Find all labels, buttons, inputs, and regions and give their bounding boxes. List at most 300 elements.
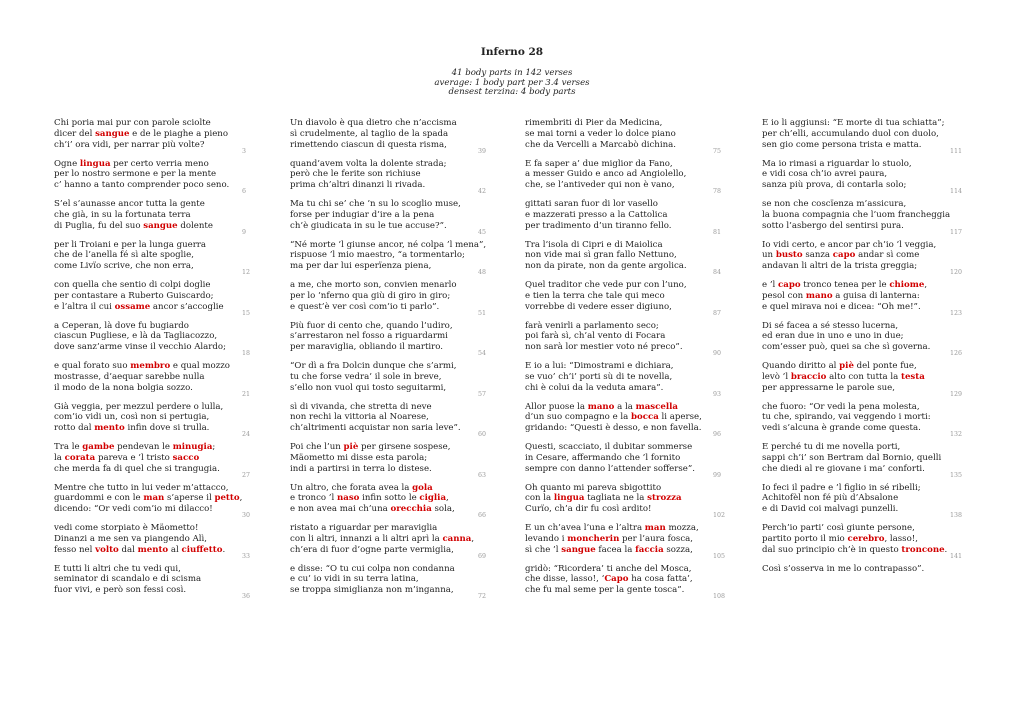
verse-text: e di David coi malvagi punzelli. (762, 504, 899, 515)
verse-text: vedi s’alcuna è grande come questa. (762, 423, 921, 434)
verse-text: per appressarne le parole sue, (762, 382, 895, 393)
body-part-highlight: corata (64, 452, 96, 463)
verse-line (54, 545, 249, 556)
verse-text: facea la (595, 544, 636, 555)
verse-number: 21 (242, 390, 251, 398)
verse-line (54, 483, 249, 494)
verse-text: Già veggia, per mezzul perdere o lulla, (54, 401, 224, 412)
verse-text: s’arrestaron nel fosso a riguardarmi (290, 331, 448, 342)
verse-text: infin sotto le (359, 493, 420, 504)
verse-number: 120 (950, 269, 963, 276)
verse-text: che fuoro: “Or vedi la pena molesta, (762, 401, 920, 412)
body-part-highlight: busto (775, 250, 803, 261)
verse-text: e de le piaghe a pieno (129, 128, 229, 139)
verse-text: non rechi la vittoria al Noarese, (290, 412, 429, 423)
verse-line (54, 169, 249, 180)
verse-line (762, 129, 957, 140)
verse-line (525, 280, 720, 291)
verse-line (290, 291, 485, 302)
verse-number: 36 (242, 593, 251, 600)
verse-line (290, 483, 485, 494)
verse-text: dal suo principio ch’è in questo (762, 544, 902, 555)
verse-number: 66 (478, 512, 487, 519)
column-3 (525, 118, 726, 604)
verse-text: E io a lui: “Dimostrami e dichiara, (525, 361, 674, 371)
verse-line (525, 321, 720, 332)
verse-line (290, 412, 485, 423)
verse-text: per certo verria meno (110, 158, 209, 169)
verse-number: 135 (950, 471, 963, 479)
verse-text: per tradimento d’un tiranno fello. (525, 220, 672, 231)
terzina (525, 280, 720, 321)
verse-line (54, 453, 249, 464)
verse-line (290, 159, 485, 170)
verse-line (54, 240, 249, 251)
verse-text: levò ’l (762, 371, 791, 382)
verse-number: 9 (242, 228, 247, 236)
verse-text: non sarà lor mestier voto né preco”. (525, 342, 683, 353)
verse-text: Così s’osserva in me lo contrapasso”. (762, 563, 925, 574)
verse-number: 69 (478, 552, 487, 560)
verse-text: sola, (431, 504, 455, 515)
verse-line (290, 342, 485, 353)
verse-text: com’esser può, quei sa che sì governa. (762, 342, 931, 353)
terzina (290, 199, 485, 240)
verse-number: 114 (950, 188, 963, 195)
verse-text: che diedi al re giovane i ma’ conforti. (762, 463, 925, 474)
verse-line (54, 129, 249, 140)
column-1 (54, 118, 249, 604)
verse-text: Ogne (54, 158, 80, 169)
verse-text: Dinanzi a me sen va piangendo Alì, (54, 533, 208, 544)
terzina (525, 199, 720, 240)
verse-text: ch’i’ ora vidi, per narrar più volte? (54, 139, 205, 150)
verse-line (762, 280, 957, 291)
verse-line (762, 118, 957, 129)
verse-text: c’ hanno a tanto comprender poco seno. (54, 180, 230, 191)
terzina (54, 280, 249, 321)
verse-line (762, 523, 957, 534)
verse-text: con quella che sentio di colpi doglie (54, 280, 211, 290)
terzina (762, 523, 963, 564)
terzina (525, 563, 726, 605)
verse-number: 33 (242, 552, 251, 560)
verse-line (762, 402, 957, 413)
verse-line (290, 140, 485, 151)
verse-text: un (762, 250, 776, 261)
verse-line (525, 140, 720, 151)
terzina (762, 320, 963, 362)
verse-text: Un diavolo è qua dietro che n’accisma (290, 118, 457, 128)
verse-line (54, 180, 249, 191)
verse-line (54, 574, 249, 585)
terzina (525, 240, 720, 281)
verse-text: levando i (525, 533, 568, 544)
body-part-highlight: capo (778, 280, 801, 290)
verse-line (762, 383, 957, 394)
body-part-highlight: orecchia (390, 504, 432, 515)
verse-text: ed eran due in uno e uno in due; (762, 331, 904, 342)
terzina (54, 118, 249, 159)
terzina (290, 523, 485, 564)
verse-text: e quel mirava noi e dicea: “Oh me!”. (762, 301, 921, 312)
verse-text: Achitofèl non fé più d’Absalone (762, 493, 899, 504)
verse-line (525, 585, 720, 596)
verse-line (290, 574, 485, 585)
verse-line (525, 180, 720, 191)
verse-text: se mai torni a veder lo dolce piano (525, 128, 676, 139)
terzina (762, 118, 963, 159)
terzina (525, 118, 720, 159)
verse-text: sempre con danno l’attender sofferse”. (525, 463, 695, 474)
verse-text: S’el s’aunasse ancor tutta la gente (54, 199, 205, 209)
verse-text: per contastare a Ruberto Guiscardo; (54, 290, 214, 301)
body-part-highlight: sangue (95, 128, 130, 139)
terzina (290, 321, 485, 362)
verse-number: 138 (950, 512, 963, 519)
verse-line (525, 261, 720, 272)
verse-line (762, 453, 957, 464)
verse-number: 72 (478, 593, 487, 600)
stats-body-parts: 41 body parts in 142 verses (451, 68, 573, 78)
verse-line (54, 361, 249, 372)
body-part-highlight: minugia (172, 442, 213, 452)
verse-line (525, 331, 720, 342)
verse-line (762, 321, 957, 332)
body-part-highlight: man (644, 523, 666, 533)
verse-number: 111 (950, 147, 963, 155)
verse-line (290, 250, 485, 261)
verse-line (525, 159, 720, 170)
verse-text: ; (212, 442, 216, 452)
verse-text: . (944, 544, 948, 555)
verse-line (525, 250, 720, 261)
verse-line (290, 464, 485, 475)
verse-text: Poi che l’un (290, 442, 344, 452)
verse-text: sappi ch’i’ son Bertram dal Bornio, quelli (762, 452, 942, 463)
verse-line (762, 361, 957, 372)
verse-line (54, 159, 249, 170)
verse-text: il modo de la nona bolgia sozzo. (54, 382, 193, 393)
verse-text: per lo ’nferno qua giù di giro in giro; (290, 290, 451, 301)
verse-line (525, 423, 720, 434)
body-part-highlight: bocca (631, 412, 659, 423)
verse-text: sozza, (663, 544, 693, 555)
verse-number: 84 (713, 269, 722, 276)
verse-text: Mäometto mi disse esta parola; (290, 452, 428, 463)
verse-line (762, 199, 957, 210)
body-part-highlight: mano (587, 401, 615, 412)
verse-text: pesol con (762, 290, 806, 301)
body-part-highlight: gambe (82, 442, 115, 452)
verse-text: Chi poria mai pur con parole sciolte (54, 118, 211, 128)
verse-number: 12 (242, 269, 251, 276)
body-part-highlight: moncherin (567, 533, 620, 544)
verse-text: per lo nostro sermone e per la mente (54, 169, 217, 180)
verse-text: con li altri, innanzi a li altri aprì la (290, 533, 443, 544)
verse-line (54, 118, 249, 129)
verse-text: di Puglia, fu del suo (54, 220, 144, 231)
verse-line (54, 261, 249, 272)
verse-number: 63 (478, 471, 487, 479)
verse-line (762, 342, 957, 353)
terzina (54, 240, 249, 281)
verse-line (54, 210, 249, 221)
verse-text: Mentre che tutto in lui veder m’attacco, (54, 482, 229, 493)
verse-line (762, 210, 957, 221)
terzina (54, 199, 249, 240)
verse-text: tronco tenea per le (800, 280, 890, 290)
verse-text: Ma io rimasi a riguardar lo stuolo, (762, 158, 912, 169)
verse-number: 117 (950, 228, 963, 236)
body-part-highlight: troncone (901, 544, 945, 555)
verse-text: “Or dì a fra Dolcin dunque che s’armi, (290, 361, 457, 371)
verse-line (290, 383, 485, 394)
verse-text: dal (118, 544, 138, 555)
verse-text: quand’avem volta la dolente strada; (290, 158, 447, 169)
verse-line (525, 523, 720, 534)
verse-text: E io li aggiunsi: “E morte di tua schiatta”; (762, 118, 945, 128)
verse-text: indi a partirsi in terra lo distese. (290, 463, 432, 474)
verse-text: e ’l (762, 280, 779, 290)
verse-line (290, 199, 485, 210)
verse-line (290, 180, 485, 191)
terzina (54, 361, 249, 402)
verse-line (54, 280, 249, 291)
verse-text: gittati saran fuor di lor vasello (525, 199, 658, 209)
verse-text: la buona compagnia che l’uom francheggia (762, 209, 951, 220)
verse-text: partito porto il mio (762, 533, 848, 544)
terzina (525, 361, 720, 402)
verse-line (762, 545, 957, 556)
verse-line (290, 129, 485, 140)
terzina (290, 280, 485, 321)
verse-number: 54 (478, 350, 487, 357)
verse-line (290, 118, 485, 129)
verse-line (290, 221, 485, 232)
verse-text: fesso nel (54, 544, 96, 555)
terzina (290, 483, 485, 524)
verse-number: 75 (713, 147, 722, 155)
verse-number: 6 (242, 188, 247, 195)
verse-text: che disse, lasso!, ‘ (525, 574, 605, 585)
verse-text: per ch’elli, accumulando duol con duolo, (762, 128, 939, 139)
verse-text: che merda fa di quel che si trangugia. (54, 463, 220, 474)
verse-text: ha cosa fatta’, (628, 574, 693, 585)
terzina (54, 523, 249, 564)
terzina (762, 564, 957, 605)
body-part-highlight: membro (130, 361, 171, 371)
verse-text: sì di vivanda, che stretta di neve (290, 401, 432, 412)
terzina (525, 482, 726, 524)
verse-line (525, 210, 720, 221)
terzina (762, 482, 963, 524)
verse-line (762, 261, 957, 272)
verse-line (54, 504, 249, 515)
verse-line (290, 361, 485, 372)
column-2 (290, 118, 485, 604)
verse-line (54, 493, 249, 504)
verse-text: per girsene sospese, (358, 442, 451, 452)
verse-number: 96 (713, 431, 722, 438)
verse-text: però che le ferite son richiuse (290, 169, 421, 180)
verse-line (290, 585, 485, 596)
body-part-highlight: strozza (647, 493, 682, 504)
terzina (762, 361, 963, 402)
verse-text: e tien la terra che tale qui meco (525, 290, 665, 301)
verse-number: 3 (242, 147, 247, 155)
verse-text: ristato a riguardar per maraviglia (290, 523, 438, 533)
verse-text: vedi come storpiato è Mäometto! (54, 523, 199, 533)
verse-line (525, 118, 720, 129)
verse-line (762, 169, 957, 180)
verse-text: Quel traditor che vede pur con l’uno, (525, 280, 687, 290)
verse-text: sì che ’l (525, 544, 562, 555)
terzina (762, 442, 963, 483)
verse-text: vorrebbe di vedere esser digiuno, (525, 301, 672, 312)
verse-line (290, 493, 485, 504)
verse-line (54, 442, 249, 453)
verse-number: 81 (713, 228, 722, 236)
verse-line (290, 169, 485, 180)
verse-line (525, 504, 720, 515)
terzina (525, 159, 720, 200)
verse-line (525, 199, 720, 210)
body-part-highlight: ciuffetto (181, 544, 223, 555)
verse-text: seminator di scandalo e di scisma (54, 574, 202, 585)
verse-text: farà venirli a parlamento seco; (525, 320, 659, 331)
verse-text: non da pirate, non da gente argolica. (525, 261, 687, 272)
verse-text: gridò: “Ricordera’ ti anche del Mosca, (525, 563, 692, 574)
verse-text: in Cesare, affermando che ’l fornito (525, 452, 681, 463)
verse-line (525, 453, 720, 464)
verse-text: tu che forse vedra’ il sole in breve, (290, 371, 442, 382)
verse-line (290, 504, 485, 515)
statistics-summary (0, 69, 1024, 98)
verse-line (54, 199, 249, 210)
verse-text: la (54, 452, 65, 463)
body-part-highlight: lingua (553, 493, 585, 504)
body-part-highlight: petto (214, 493, 240, 504)
terzina (525, 321, 720, 362)
body-part-highlight: mento (137, 544, 169, 555)
verse-text: , (924, 280, 928, 290)
verse-line (762, 372, 957, 383)
verse-number: 102 (713, 512, 726, 519)
verse-text: Quando diritto al (762, 361, 840, 371)
verse-text: e tronco ’l (290, 493, 338, 504)
verse-text: del ponte fue, (853, 361, 917, 371)
verse-text: e mazzerati presso a la Cattolica (525, 209, 668, 220)
verse-text: rotto dal (54, 423, 95, 434)
verse-text: gridando: “Questi è desso, e non favella. (525, 423, 702, 434)
verse-text: per maraviglia, obliando il martiro. (290, 342, 444, 353)
verse-text: ch’altrimenti acquistar non saria leve”. (290, 423, 461, 434)
terzina (290, 361, 485, 402)
stats-densest: densest terzina: 4 body parts (448, 87, 576, 97)
verse-line (54, 383, 249, 394)
verse-line (54, 302, 249, 313)
terzina (290, 159, 485, 200)
verse-text: Tra le (54, 442, 83, 452)
verse-line (290, 210, 485, 221)
verse-line (54, 412, 249, 423)
verse-text: sanza (802, 250, 833, 261)
verse-text: al (168, 544, 182, 555)
verse-text: e vidi cosa ch’io avrei paura, (762, 169, 888, 180)
verse-text: Io feci il padre e ’l figlio in sé ribelli; (762, 482, 921, 493)
verse-text: Perch’io parti’ così giunte persone, (762, 523, 915, 533)
verse-line (762, 180, 957, 191)
verse-text: s’aperse il (164, 493, 215, 504)
verse-text: E fa saper a’ due miglior da Fano, (525, 158, 673, 169)
verse-number: 15 (242, 309, 251, 317)
verse-line (290, 534, 485, 545)
verse-number: 141 (950, 552, 963, 560)
verse-line (525, 534, 720, 545)
body-part-highlight: sacco (172, 452, 200, 463)
terzina (762, 199, 963, 240)
verse-number: 42 (478, 188, 487, 195)
verse-text: fuor vivi, e però son fessi così. (54, 585, 187, 596)
verse-text: e l’altra il cui (54, 301, 115, 312)
verse-text: a Ceperan, là dove fu bugiardo (54, 320, 189, 331)
verse-text: se troppa simiglianza non m’inganna, (290, 585, 454, 596)
verse-line (54, 372, 249, 383)
verse-text: s’ello non vuol qui tosto seguitarmi, (290, 382, 447, 393)
body-part-highlight: sangue (143, 220, 178, 231)
verse-text: ch’è giudicata in su le tue accuse?”. (290, 220, 447, 231)
terzina (762, 280, 963, 321)
verse-text: E perché tu di me novella porti, (762, 442, 901, 452)
body-part-highlight: testa (900, 371, 925, 382)
verse-line (54, 534, 249, 545)
verse-text: com’io vidi un, così non si pertugia, (54, 412, 210, 423)
verse-text: Questi, scacciato, il dubitar sommerse (525, 442, 693, 452)
verse-line (290, 523, 485, 534)
body-part-highlight: chiome (889, 280, 925, 290)
verse-line (525, 545, 720, 556)
verse-line (54, 402, 249, 413)
verse-text: per l’aura fosca, (619, 533, 694, 544)
verse-text: e qual forato suo (54, 361, 131, 371)
verse-line (290, 453, 485, 464)
verse-number: 39 (478, 147, 487, 155)
terzina (290, 442, 485, 483)
verse-line (290, 240, 485, 251)
terzina (290, 118, 485, 159)
verse-line (290, 564, 485, 575)
terzina (54, 483, 249, 524)
verse-number: 126 (950, 350, 963, 357)
terzina (54, 564, 249, 605)
verse-text: dove sanz’arme vinse il vecchio Alardo; (54, 342, 226, 353)
page-title: Inferno 28 (480, 46, 544, 58)
verse-line (525, 574, 720, 585)
verse-text: pareva e ’l tristo (95, 452, 173, 463)
verse-text: rispuose ’l mio maestro, “a tormentarlo; (290, 250, 465, 261)
terzina (290, 240, 485, 281)
verse-text: , (446, 493, 449, 504)
verse-text: Tra l’isola di Cipri e di Maiolica (525, 239, 663, 250)
verse-line (290, 302, 485, 313)
stats-average: average: 1 body part per 3.4 verses (434, 77, 590, 88)
verse-text: per li Troiani e per la lunga guerra (54, 239, 207, 250)
verse-number: 18 (242, 350, 251, 357)
verse-text: , lasso!, (884, 533, 918, 544)
verse-line (762, 302, 957, 313)
verse-line (762, 221, 957, 232)
